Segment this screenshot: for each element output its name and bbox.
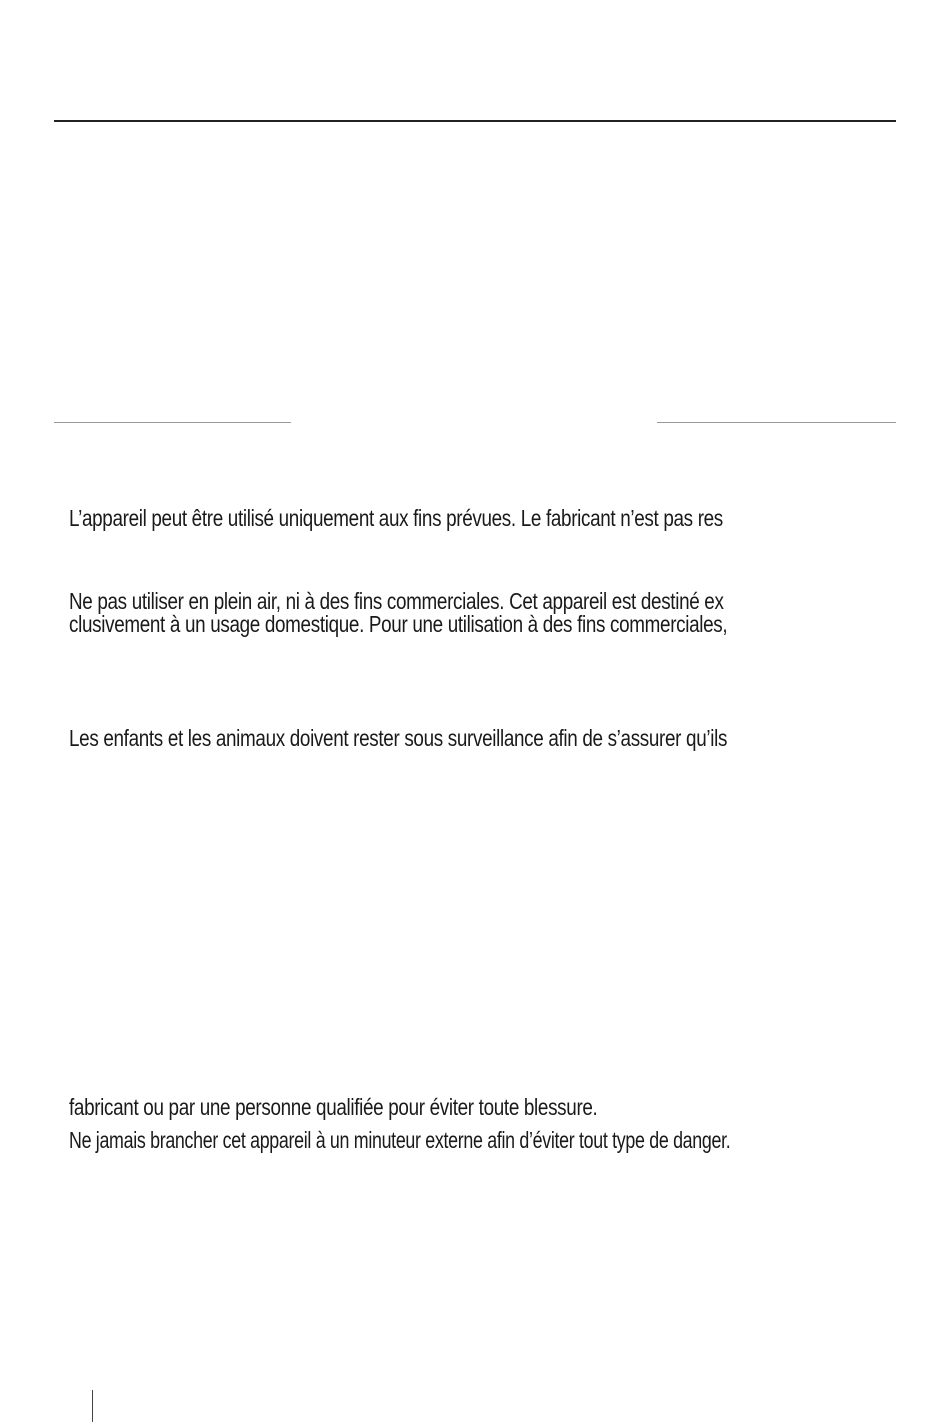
top-divider (54, 120, 896, 122)
paragraph-outdoor-line-2: clusivement à un usage domestique. Pour une utilisation à des fins commerciales, (69, 611, 728, 637)
footer-margin-mark (92, 1390, 93, 1422)
section-rule-right (657, 422, 896, 423)
section-rule-left (54, 422, 291, 423)
paragraph-outdoor-line-1: Ne pas utiliser en plein air, ni à des fins commerciales. Cet appareil est destiné ex (69, 588, 724, 614)
paragraph-qualified-person: fabricant ou par une personne qualifiée pour éviter toute blessure. (69, 1094, 598, 1120)
paragraph-external-timer: Ne jamais brancher cet appareil à un minuteur externe afin d’éviter tout type de danger. (69, 1127, 731, 1153)
paragraph-intended-use: L’appareil peut être utilisé uniquement aux fins prévues. Le fabricant n’est pas res (69, 505, 723, 531)
paragraph-children-pets: Les enfants et les animaux doivent rester sous surveillance afin de s’assurer qu’ils (69, 725, 728, 751)
